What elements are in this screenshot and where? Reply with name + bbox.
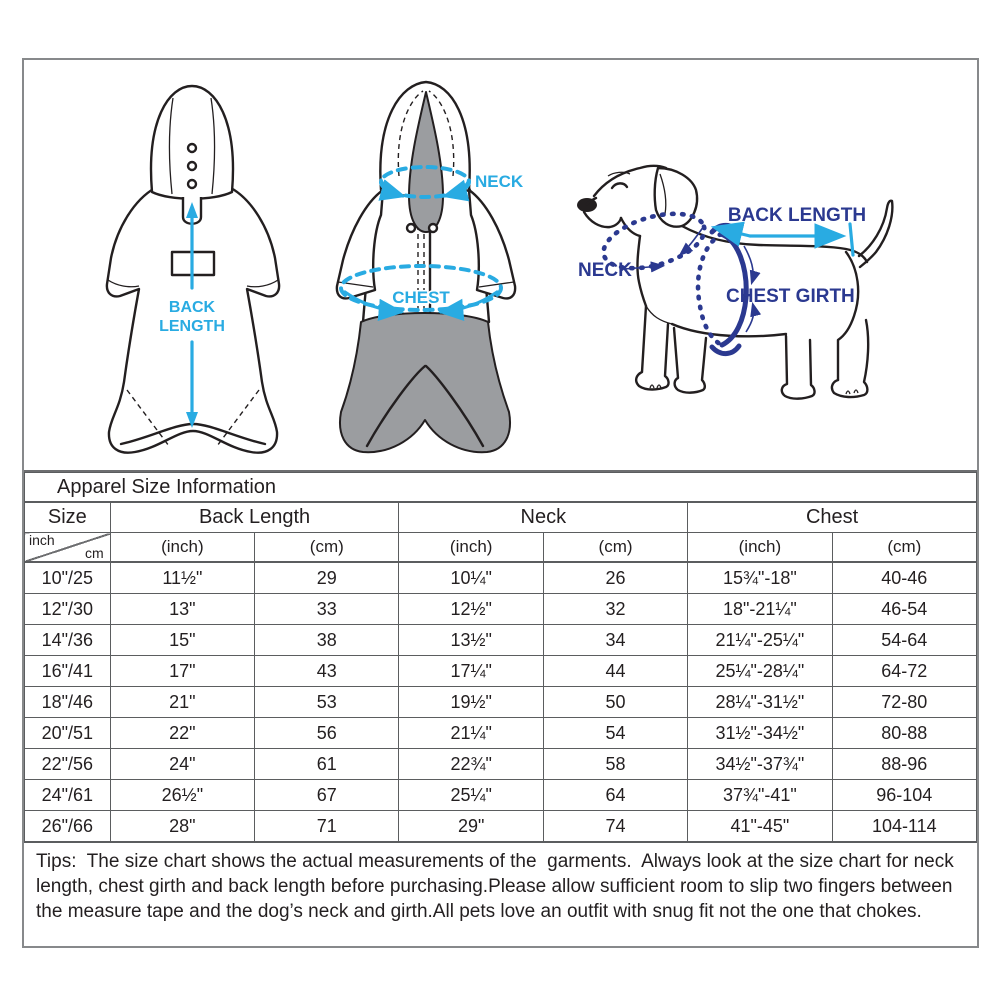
unit-header: (inch)	[688, 533, 832, 563]
size-cell: 20"/51	[25, 718, 111, 749]
col-group-back-length: Back Length	[110, 502, 399, 533]
dog-hind-thigh	[838, 252, 858, 380]
size-cell: 24"/61	[25, 780, 111, 811]
hood-eyelet-2	[188, 162, 196, 170]
table-row: 26"/66 28" 71 29" 74 41"-45" 104-114	[25, 811, 977, 842]
belly-panel	[340, 313, 510, 452]
table-title: Apparel Size Information	[25, 473, 977, 503]
table-row: 14"/36 15" 38 13½" 34 21¼"-25¼" 54-64	[25, 625, 977, 656]
raincoat-front-view-diagram	[321, 60, 566, 465]
dog-chest-girth-label: CHEST GIRTH	[726, 286, 855, 307]
col-group-chest: Chest	[688, 502, 977, 533]
table-row: 10"/25 11½" 29 10¼" 26 15¾"-18" 40-46	[25, 562, 977, 594]
back-length-label-line2: LENGTH	[159, 318, 225, 335]
size-cell: 18"/46	[25, 687, 111, 718]
hood-eyelet-1	[188, 144, 196, 152]
chest-pointer-arrow-up	[746, 305, 754, 332]
dog-toe-marks-hind	[846, 390, 858, 394]
table-row: 16"/41 17" 43 17¼" 44 25¼"-28¼" 64-72	[25, 656, 977, 687]
tips-note: Tips: The size chart shows the actual measurements of the garments. Always look at the size chart for neck length, chest girth and back length before purchasing.Please allow sufficient room to slip two fingers between the measure tape and the dog’s neck and girth.All pets love an outfit with snug fit not the one that chokes.	[24, 842, 977, 946]
table-row: 12"/30 13" 33 12½" 32 18"-21¼" 46-54	[25, 594, 977, 625]
dog-front-leg	[636, 306, 668, 390]
table-row: 22"/56 24" 61 22¾" 58 34½"-37¾" 88-96	[25, 749, 977, 780]
dog-chest-bottom-hook	[712, 346, 739, 354]
table-row: 18"/46 21" 53 19½" 50 28¼"-31½" 72-80	[25, 687, 977, 718]
corner-cm-label: cm	[85, 545, 104, 561]
dog-measurement-diagram	[554, 128, 977, 460]
table-row: 24"/61 26½" 67 25¼" 64 37¾"-41" 96-104	[25, 780, 977, 811]
size-chart-panel	[22, 58, 979, 948]
corner-inch-label: inch	[29, 532, 55, 548]
hood-toggle-right	[429, 224, 437, 232]
dog-belly	[672, 324, 786, 336]
size-table	[24, 472, 977, 842]
size-cell: 10"/25	[25, 562, 111, 594]
unit-header: (cm)	[255, 533, 399, 563]
col-group-size: Size	[25, 502, 111, 533]
dog-far-front-leg	[674, 328, 706, 393]
hood-eyelet-3	[188, 180, 196, 188]
size-cell: 22"/56	[25, 749, 111, 780]
dog-toe-marks-front	[650, 385, 661, 388]
unit-header: (inch)	[110, 533, 254, 563]
back-length-label-line1: BACK	[168, 299, 216, 316]
raincoat-back-view-diagram	[89, 60, 329, 465]
dog-neck-label: NECK	[578, 260, 632, 281]
dog-mouth	[584, 212, 621, 227]
dog-chest-line	[646, 306, 672, 324]
table-row: 20"/51 22" 56 21¼" 54 31½"-34½" 80-88	[25, 718, 977, 749]
dog-back-length-label: BACK LENGTH	[727, 205, 867, 226]
size-cell: 12"/30	[25, 594, 111, 625]
unit-header: (cm)	[832, 533, 976, 563]
illustration-area	[24, 60, 977, 472]
corner-inch-cm-cell	[25, 533, 111, 563]
size-cell: 26"/66	[25, 811, 111, 842]
neck-label: NECK	[475, 172, 524, 191]
unit-header: (inch)	[399, 533, 543, 563]
dog-far-hind-leg	[782, 336, 815, 399]
chest-label: CHEST	[392, 288, 450, 307]
unit-header: (cm)	[543, 533, 687, 563]
col-group-neck: Neck	[399, 502, 688, 533]
size-cell: 14"/36	[25, 625, 111, 656]
size-cell: 16"/41	[25, 656, 111, 687]
dog-chest-dotted-arc	[698, 234, 721, 344]
dog-eye	[612, 183, 627, 188]
dog-neck-front	[637, 236, 646, 306]
hood-toggle-left	[407, 224, 415, 232]
